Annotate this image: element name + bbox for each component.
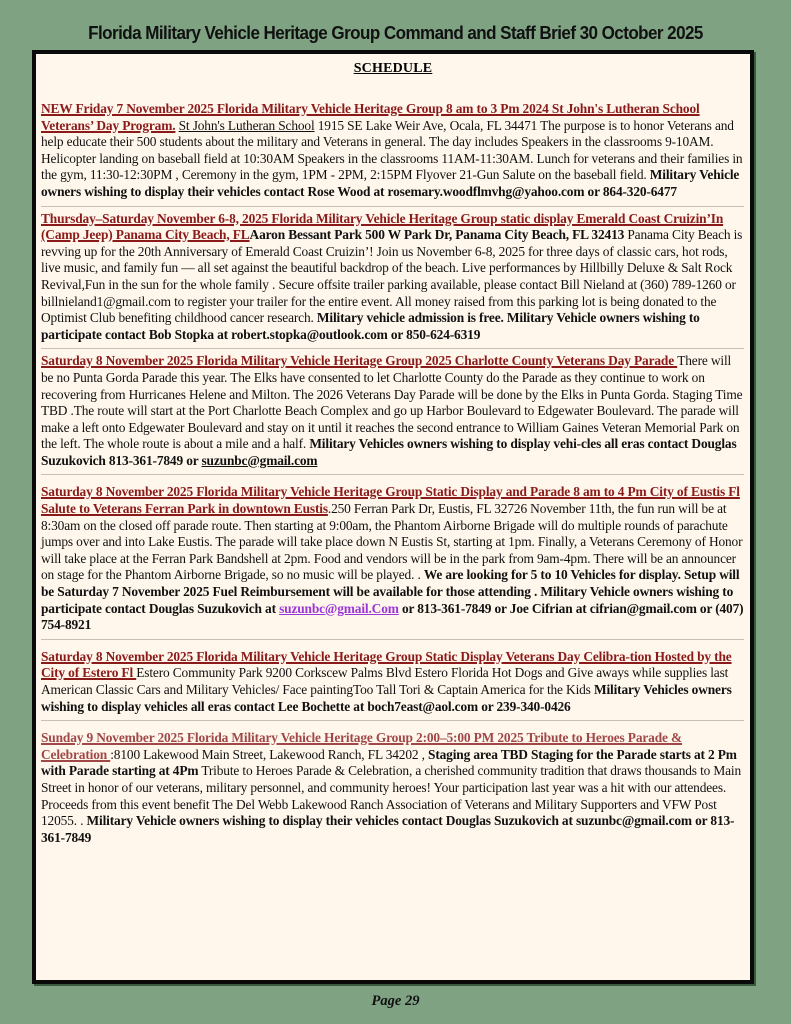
email-link[interactable]: suzunbc@gmail.com <box>201 452 318 468</box>
event-item-emerald-coast <box>41 211 744 350</box>
event-body: Estero Community Park 9200 Corkscew Palms Blvd Estero Florida Hot Dogs and Give aways while supplies last American Classic Cars and Military Vehicles/ Face paintingToo Tall Tori & Captain America for the Kids <box>41 665 729 697</box>
event-item-estero <box>41 649 744 721</box>
event-title: NEW Friday 7 November 2025 Florida Military Vehicle Heritage Group 8 am to 3 Pm 2024 St John's Lutheran School Veterans’ Day Program. <box>41 101 700 133</box>
schedule-heading: SCHEDULE <box>353 61 433 76</box>
event-item-st-johns <box>41 101 744 207</box>
event-body: .250 Ferran Park Dr, Eustis, FL 32726 November 11th, the fun run will be at 8:30am on the closed off parade route. Then starting at 9:00am, the Phantom Airborne Brigade will do multiple rounds of parachute jumps over and into Lake Eustis. The parade will take place down N Eustis St, starting at 1pm. Finally, a Veterans Ceremony of Honor will take place at the Ferran Park Bandshell at 2pm. Food and vendors will be in the park from 9am-4pm. There will be an announcer on stage for the Phantom Airborne Brigade, so no music will be played. . <box>41 501 743 583</box>
event-address: :8100 Lakewood Main Street, Lakewood Ranch, FL 34202 , <box>110 746 429 762</box>
event-contact: We are looking for 5 to 10 Vehicles for display. Setup will be Saturday 7 November 2025 Fuel Reimbursement will be available for those attending . Military Vehicle owners wishing to participate contact Douglas Suzukovich at <box>41 567 740 616</box>
email-link[interactable]: suzunbc@gmail.Com <box>279 600 399 616</box>
event-contact-tail: or 813-361-7849 or Joe Cifrian at cifrian@gmail.com or (407) 754-8921 <box>41 600 744 633</box>
page-header-title: Florida Military Vehicle Heritage Group Command and Staff Brief 30 October 2025 <box>88 22 703 43</box>
event-staging: Staging area TBD Staging for the Parade starts at 2 Pm with Parade starting at 4Pm <box>41 746 737 779</box>
event-title: Sunday 9 November 2025 Florida Military Vehicle Heritage Group 2:00–5:00 PM 2025 Tribute to Heroes Parade & Celebration <box>41 730 683 762</box>
event-contact: Military Vehicle owners wishing to display their vehicles contact Rose Wood at rosemary.woodflmvhg@yahoo.com or 864-320-6477 <box>41 167 740 199</box>
event-body: Tribute to Heroes Parade & Celebration, a cherished community tradition that draws thousands to Main Street in honor of our veterans, military personnel, and community heroes! Your participation last year was a hit with our attendees. Proceeds from this event benefit The Del Webb Lakewood Ranch Association of Veterans and Military Supporters and VFW Post 12055. . <box>41 763 742 829</box>
event-list <box>41 101 744 855</box>
event-contact: Military vehicle admission is free. Military Vehicle owners wishing to participate contact Bob Stopka at robert.stopka@outlook.com or 850-624-6319 <box>41 310 700 342</box>
event-location: Aaron Bessant Park 500 W Park Dr, Panama City Beach, FL 32413 <box>249 227 625 243</box>
page-number: Page 29 <box>371 993 420 1009</box>
event-body: There will be no Punta Gorda Parade this year. The Elks have consented to let Charlotte County do the Parade as they continue to work on recovering from Hurricanes Helene and Milton. The 2026 Veterans Day Parade will be done by the Elks in Punta Gorda. Staging Time TBD .The route will start at the Port Charlotte Beach Complex and go up Harbor Boulevard to Edgewater Boulevard. The parade will make a left onto Edgewater Boulevard and stay on it until it reaches the second entrance to William Gaines Veteran Memorial Park on the left. The whole route is about a mile and a half. <box>41 353 743 452</box>
event-item-tribute-to-heroes <box>41 730 744 851</box>
event-title: Saturday 8 November 2025 Florida Military Vehicle Heritage Group 2025 Charlotte County Veterans Day Parade <box>41 353 678 369</box>
event-contact: Military Vehicle owners wishing to display their vehicles contact Douglas Suzukovich at suzunbc@gmail.com or 813-361-7849 <box>41 813 735 845</box>
event-contact: Military Vehicles owners wishing to display vehi-cles all eras contact Douglas Suzukovich 813-361-7849 or <box>41 436 737 468</box>
event-contact: Military Vehicles owners wishing to display vehicles all eras contact Lee Bochette at boch7east@aol.com or 239-340-0426 <box>41 682 732 714</box>
venue-link[interactable]: St John's Lutheran School <box>178 117 315 133</box>
event-title: Thursday–Saturday November 6-8, 2025 Florida Military Vehicle Heritage Group static display Emerald Coast Cruizin’In (Camp Jeep) Panama City Beach, FL <box>41 210 724 243</box>
schedule-frame <box>32 50 754 984</box>
event-body: Panama City Beach is revving up for the 20th Anniversary of Emerald Coast Cruizin’! Join us November 6-8, 2025 for three days of classic cars, hot rods, live music, and family fun — all set against the beautiful backdrop of the beach. Live performances by Hillbilly Deluxe & Salt Rock Revival,Fun in the sun for the whole family . Secure offsite trailer parking available, please contact Bill Nieland at (360) 789-1260 or billnieland1@gmail.com to register your trailer for the entire event. All money raised from this parking lot is being donated to the Optimist Club benefiting childhood cancer research. <box>41 227 743 326</box>
event-title: Saturday 8 November 2025 Florida Military Vehicle Heritage Group Static Display and Parade 8 am to 4 Pm City of Eustis Fl Salute to Veterans Ferran Park in downtown Eustis <box>41 484 740 517</box>
event-item-eustis <box>41 484 744 639</box>
event-body: 1915 SE Lake Weir Ave, Ocala, FL 34471 The purpose is to honor Veterans and help educate their 500 students about the military and Veterans in general. The day includes Speakers in the classrooms 9-10AM. Helicopter landing on baseball field at 10:30AM Speakers in the classrooms 11AM-11:30AM. Lunch for veterans and their families in the gym, 11:30-12:30PM , Ceremony in the gym, 1PM - 2PM, 2:15PM Flyover 21-Gun Salute on the baseball field. <box>41 117 743 183</box>
event-title: Saturday 8 November 2025 Florida Military Vehicle Heritage Group Static Display Veterans Day Celibra-tion Hosted by the City of Estero Fl <box>41 648 732 681</box>
event-item-charlotte-county <box>41 353 744 475</box>
